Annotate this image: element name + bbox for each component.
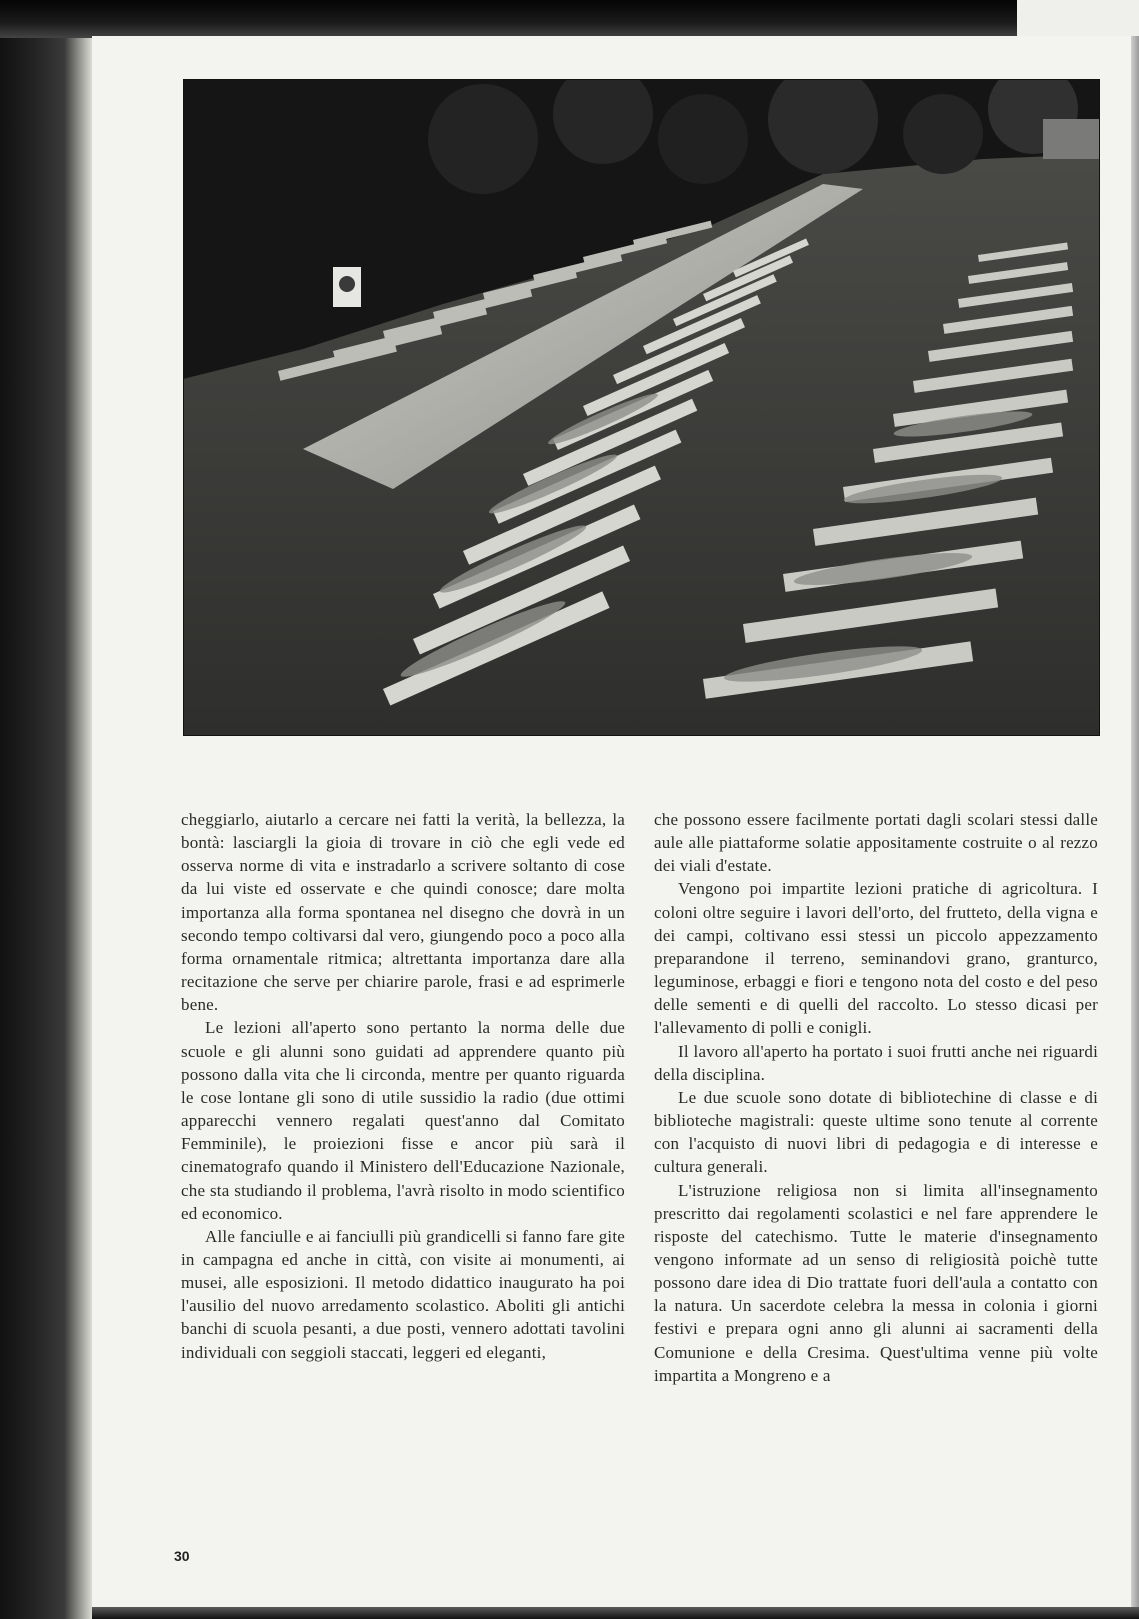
photograph-illustration <box>183 79 1100 736</box>
paragraph: Il lavoro all'aperto ha portato i suoi frutti anche nei riguardi della disciplina. <box>654 1041 1098 1084</box>
paragraph: che possono essere facilmente portati dagli scolari stessi dalle aule alle piattaforme solatie appositamente costruite o al rezzo dei viali d'estate. <box>654 810 1098 876</box>
paragraph: Alle fanciulle e ai fanciulli più grandicelli si fanno fare gite in campagna ed anche in città, con visite ai monumenti, ai musei, alle esposizioni. Il metodo didattico inaugurato ha poi l'ausilio del nuovo arredamento scolastico. Aboliti gli antichi banchi di scuola pesanti, a due posti, vennero adottati tavolini individuali con seggioli staccati, leggeri ed eleganti, <box>181 1226 625 1362</box>
paragraph: Le lezioni all'aperto sono pertanto la norma delle due scuole e gli alunni sono guidati ad apprendere quanto più possono dalla vita che li circonda, mentre per quanto riguarda le cose lontane gli sono di utile sussidio la radio (due ottimi apparecchi vennero regalati quest'anno dal Comitato Femminile), le proiezioni fisse e ancor più sarà il cinematografo quando il Ministero dell'Educazione Nazionale, che sta studiando il problema, l'avrà risolto in modo scientifico ed economico. <box>181 1018 625 1223</box>
scan-right-edge <box>1131 36 1139 1619</box>
paragraph: Vengono poi impartite lezioni pratiche di agricoltura. I coloni oltre seguire i lavori dell'orto, del frutteto, della vigna e dei campi, coltivano essi stessi un piccolo appezzamento preparandone il terreno, seminandovi grano, granturco, leguminose, erbaggi e fiori e tengono nota del costo e del peso delle sementi e di quelli del raccolto. Lo stesso dicasi per l'allevamento di polli e conigli. <box>654 879 1098 1038</box>
paragraph: Le due scuole sono dotate di bibliotechine di classe e di biblioteche magistrali: queste ultime sono tenute al corrente con l'acquisto di nuovi libri di pedagogia e di interesse e cultura generali. <box>654 1087 1098 1177</box>
text-column-left <box>181 808 625 1508</box>
paragraph: cheggiarlo, aiutarlo a cercare nei fatti la verità, la bellezza, la bontà: lasciargli la gioia di trovare in ciò che egli vede ed osserva norme di vita e instradarlo a scrivere soltanto di cose da lui viste ed osservate e che quindi conosce; dare molta importanza alla forma spontanea nel disegno che dovrà in un secondo tempo coltivarsi dal vero, giungendo poco a poco alla forma ornamentale ritmica; altrettanta importanza dare alla recitazione che serve per chiarire parole, frasi e ad esprimerle bene. <box>181 810 625 1015</box>
text-column-right <box>654 808 1098 1508</box>
scan-top-edge <box>0 0 1139 38</box>
page-number: 30 <box>174 1548 190 1564</box>
scan-bottom-edge <box>92 1607 1139 1619</box>
scan-left-edge <box>0 0 92 1619</box>
photograph-children-resting-outdoors <box>183 79 1100 736</box>
paragraph: L'istruzione religiosa non si limita all'insegnamento prescritto dai regolamenti scolastici e nel fare apprendere le risposte del catechismo. Tutte le materie d'insegnamento vengono informate ad un senso di religiosità poichè tutte possono dare idea di Dio trattate fuori dell'aula a contatto con la natura. Un sacerdote celebra la messa in colonia i giorni festivi e prepara ogni anno gli alunni ai sacramenti della Comunione e della Cresima. Quest'ultima venne più volte impartita a Mongreno e a <box>654 1180 1098 1385</box>
scan-top-right-margin <box>1017 0 1139 36</box>
document-page <box>92 36 1131 1611</box>
